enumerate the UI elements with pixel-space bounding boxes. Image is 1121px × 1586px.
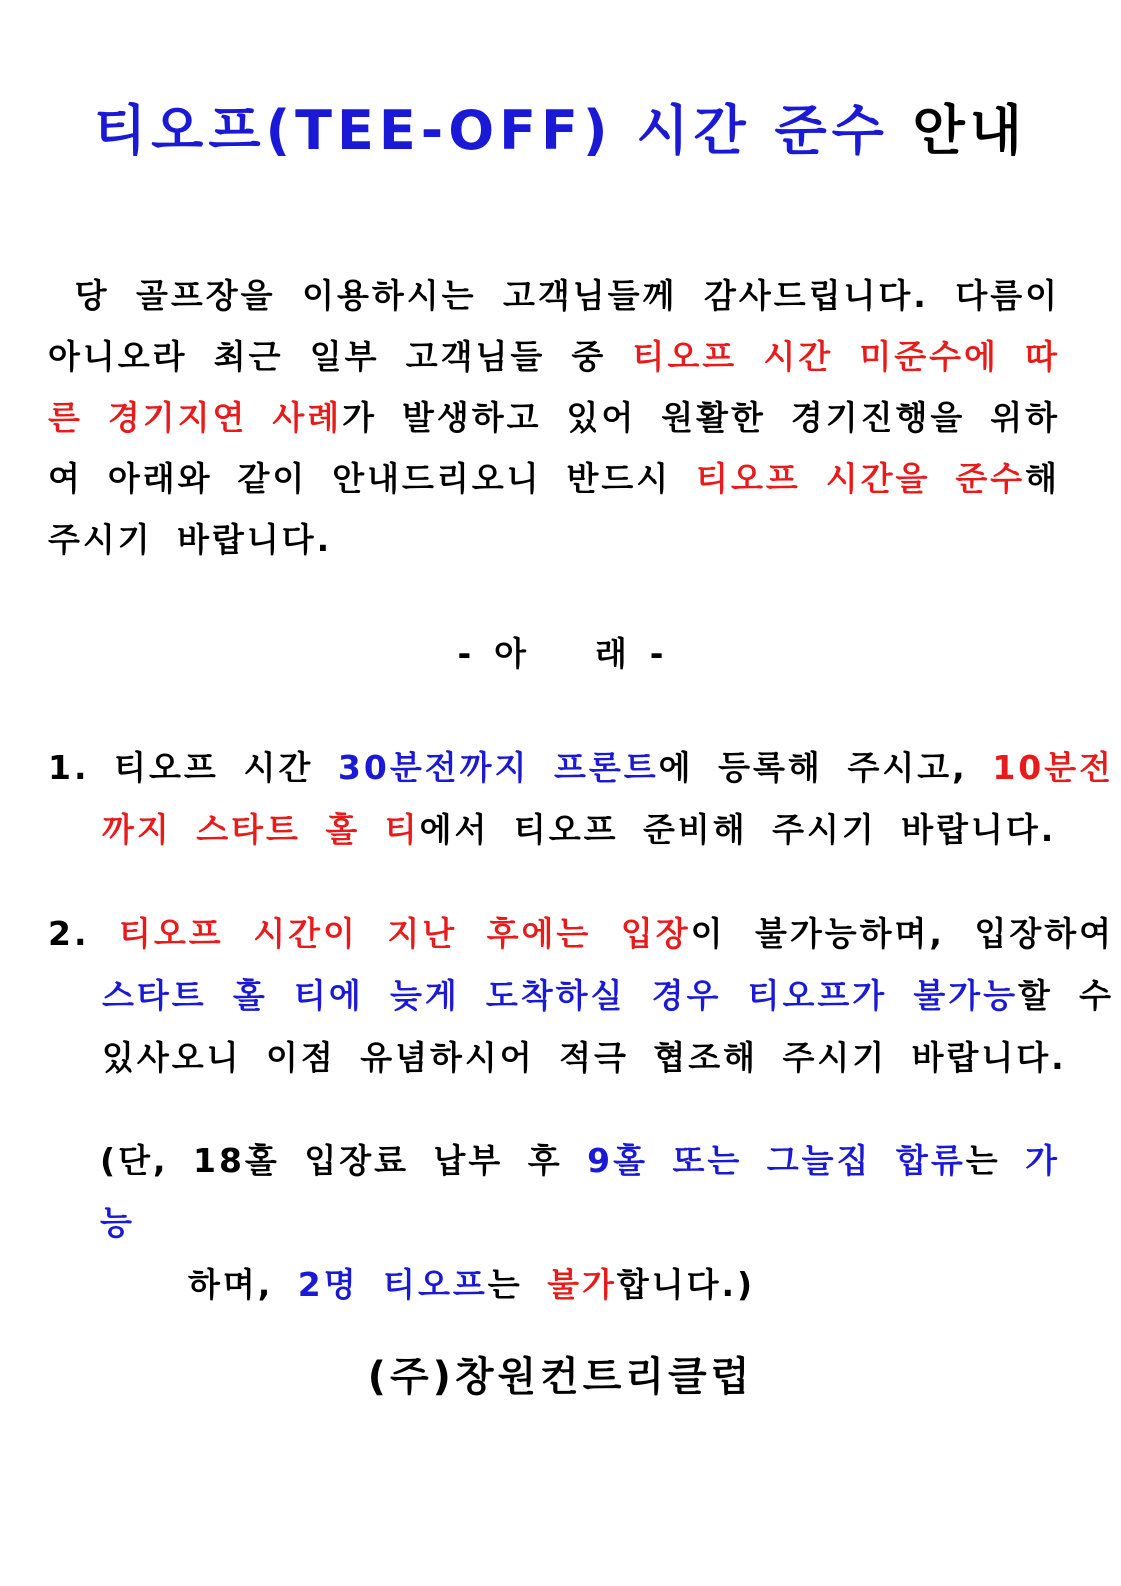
list-item-1 <box>48 737 1114 861</box>
intro-highlight-delay: 티오프 시간 미준수에 따른 경기지연 사례 <box>48 337 1061 437</box>
note-paragraph <box>100 1130 1060 1316</box>
intro-highlight-comply: 티오프 시간을 준수 <box>696 459 1026 498</box>
item-2-text-2: 이 불가능하며, 입장하여 <box>690 914 1114 953</box>
item-2-highlight-entry: 티오프 시간이 지난 후에는 입장 <box>119 914 691 953</box>
section-heading: - 아 래 - <box>457 634 664 673</box>
item-2-number: 2. <box>48 914 90 953</box>
company-signature: (주)창원컨트리클럽 <box>367 1354 754 1400</box>
note-continuation <box>100 1265 755 1304</box>
item-1-text-3: 에서 티오프 준비해 주시기 바랍니다. <box>419 810 1057 849</box>
item-1-text-1: 티오프 시간 <box>89 748 338 787</box>
item-2-highlight-late: 스타트 홀 티에 늦게 도착하실 경우 티오프가 불가능 <box>102 976 1019 1015</box>
note-text-2: 는 <box>965 1141 1026 1180</box>
notice-title <box>0 88 1121 165</box>
note-highlight-9hole: 9홀 또는 그늘집 합류 <box>587 1141 966 1180</box>
item-1-text-2: 에 등록해 주시고, <box>658 748 993 787</box>
intro-text-1: 당 골프장을 이용하시는 고객님들께 감사드립니다. 다름이 아니오라 최근 일부 고객님들 중 <box>48 276 1060 376</box>
note-text-1: (단, 18홀 입장료 납부 후 <box>100 1141 588 1180</box>
intro-text-3: 해 주시기 바랍니다. <box>48 459 1060 559</box>
intro-text-2: 가 발생하고 있어 원활한 경기진행을 위하여 아래와 같이 안내드리오니 반드시 <box>48 398 1060 498</box>
item-2-text-1 <box>90 914 120 953</box>
note-highlight-2people: 2명 티오프 <box>297 1265 488 1304</box>
item-1-highlight-tee: 10분전까지 스타트 홀 티 <box>102 748 1114 849</box>
intro-paragraph <box>48 265 1060 570</box>
item-1-highlight-front: 30분전까지 프론트 <box>337 748 659 787</box>
note-text-3: 하며, <box>188 1265 298 1304</box>
note-highlight-possible: 가능 <box>100 1141 1061 1242</box>
item-2-text-3: 할 수 있사오니 이점 유념하시어 적극 협조해 주시기 바랍니다. <box>102 976 1114 1077</box>
note-text-5: 합니다.) <box>616 1265 756 1304</box>
title-highlight: 티오프(TEE-OFF) 시간 준수 <box>94 99 889 162</box>
item-1-number: 1. <box>48 748 90 787</box>
note-highlight-not-allowed: 불가 <box>547 1265 617 1304</box>
title-suffix: 안내 <box>888 99 1027 162</box>
list-item-2 <box>48 903 1114 1089</box>
note-text-4: 는 <box>487 1265 548 1304</box>
